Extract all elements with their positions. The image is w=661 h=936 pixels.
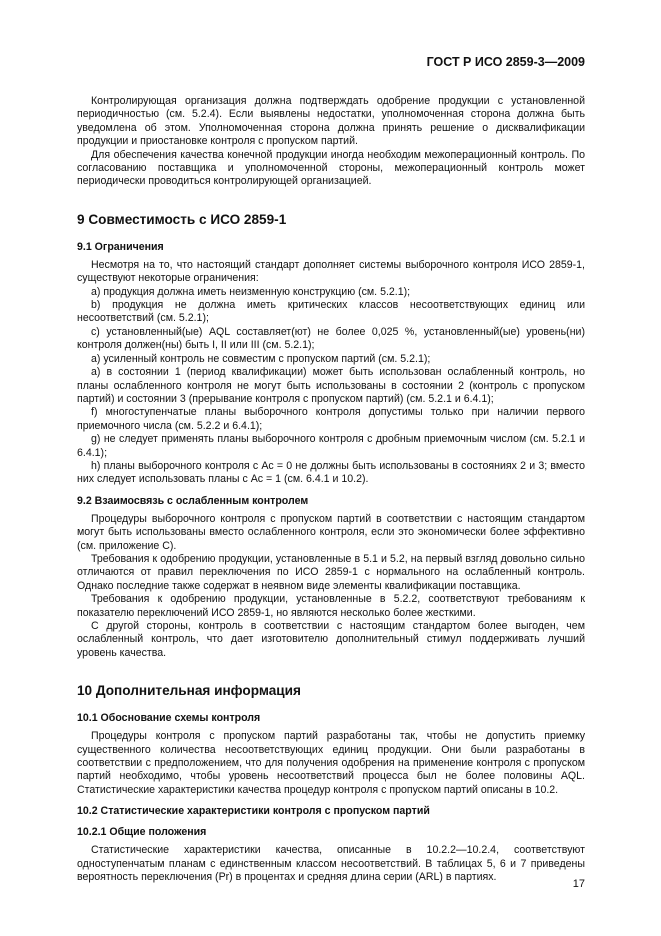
subsection-10-2-1-heading: 10.2.1 Общие положения bbox=[77, 826, 207, 839]
list-item: a) усиленный контроль не совместим с пропуском партий (см. 5.2.1); bbox=[91, 352, 431, 365]
paragraph: Несмотря на то, что настоящий стандарт дополняет системы выборочного контроля ИСО 2859-1, существуют некоторые ограничения: bbox=[77, 258, 585, 285]
paragraph: Контролирующая организация должна подтверждать одобрение продукции с установленной периодичностью (см. 5.2.4). Если выявлены недостатки, уполномоченная сторона должна быть уведомлена об этом. Уполномоченная сторона должна принять решение о дисквалификации продукции и приостановке контроля с пропуском партий. bbox=[77, 95, 585, 148]
subsection-10-1-heading: 10.1 Обоснование схемы контроля bbox=[77, 712, 261, 725]
paragraph: Для обеспечения качества конечной продукции иногда необходим межоперационный контроль. По согласованию поставщика и уполномоченной стороны, межоперационный контроль может периодически проводиться контролирующей организацией. bbox=[77, 148, 585, 188]
paragraph: Статистические характеристики качества, описанные в 10.2.2—10.2.4, соответствуют одноступенчатым планам с единственным классом несоответствий. В таблицах 5, 6 и 7 приведены вероятность переключения (Pr) в процентах и средняя длина серии (ARL) в партиях. bbox=[77, 844, 585, 884]
section-9-heading: 9 Совместимость с ИСО 2859-1 bbox=[77, 211, 287, 227]
document-header: ГОСТ Р ИСО 2859-3—2009 bbox=[426, 55, 585, 69]
paragraph: Требования к одобрению продукции, установленные в 5.2.2, соответствуют требованиям к показателю переключений ИСО 2859-1, но являются несколько более жесткими. bbox=[77, 593, 585, 619]
subsection-10-2-heading: 10.2 Статистические характеристики контроля с пропуском партий bbox=[77, 805, 430, 818]
paragraph: Требования к одобрению продукции, установленные в 5.1 и 5.2, на первый взгляд довольно сильно отличаются от правил переключения по ИСО 2859-1 с нормального на ослабленный контроль. Однако последние также содержат в неявном виде элементы квалификации поставщика. bbox=[77, 552, 585, 592]
list-item: a) продукция должна иметь неизменную конструкцию (см. 5.2.1); bbox=[91, 285, 411, 298]
list-item: g) не следует применять планы выборочного контроля с дробным приемочным числом (см. 5.2.1 и 6.4.1); bbox=[77, 433, 585, 459]
list-item: a) в состоянии 1 (период квалификации) может быть использован ослабленный контроль, но планы ослабленного контроля не могут быть использованы в состоянии 2 (контроль с пропуском партий) и состоянии 3 (прерывание контроля с пропуском партий) (см. 5.2.1 и 6.4.1); bbox=[77, 366, 585, 405]
paragraph: С другой стороны, контроль в соответствии с настоящим стандартом более выгоден, чем ослабленный контроль, что дает изготовителю дополнительный стимул поддерживать лучший уровень качества. bbox=[77, 620, 585, 659]
page-number: 17 bbox=[572, 878, 585, 890]
paragraph: Процедуры контроля с пропуском партий разработаны так, чтобы не допустить приемку существенного количества несоответствующих единиц продукции. Они были разработаны в соответствии с предположением, что для получения одобрения на применение контроля с пропуском партий необходимо, чтобы уровень несоответствий процесса был не более половины AQL. Статистические характеристики качества процедур контроля с пропуском партий описаны в 10.2. bbox=[77, 730, 585, 796]
list-item: f) многоступенчатые планы выборочного контроля допустимы только при наличии первого приемочного числа (см. 5.2.2 и 6.4.1); bbox=[77, 406, 585, 432]
page-content bbox=[77, 95, 585, 884]
list-item: b) продукция не должна иметь критических классов несоответствующих единиц или несоответствий (см. 5.2.1); bbox=[77, 299, 585, 325]
list-item: h) планы выборочного контроля с Ac = 0 не должны быть использованы в состояниях 2 и 3; вместо них следует использовать планы с Ac = 1 (см. 6.4.1 и 10.2). bbox=[77, 459, 585, 486]
list-item: c) установленный(ые) AQL составляет(ют) не более 0,025 %, установленный(ые) уровень(ни) контроля должен(ны) быть I, II или III (см. 5.2.1); bbox=[77, 325, 585, 352]
subsection-9-1-heading: 9.1 Ограничения bbox=[77, 240, 164, 253]
section-10-heading: 10 Дополнительная информация bbox=[77, 683, 301, 699]
paragraph: Процедуры выборочного контроля с пропуском партий в соответствии с настоящим стандартом могут быть использованы вместо ослабленного контроля, если это экономически более эффективно (см. приложение С). bbox=[77, 512, 585, 552]
subsection-9-2-heading: 9.2 Взаимосвязь с ослабленным контролем bbox=[77, 494, 309, 507]
